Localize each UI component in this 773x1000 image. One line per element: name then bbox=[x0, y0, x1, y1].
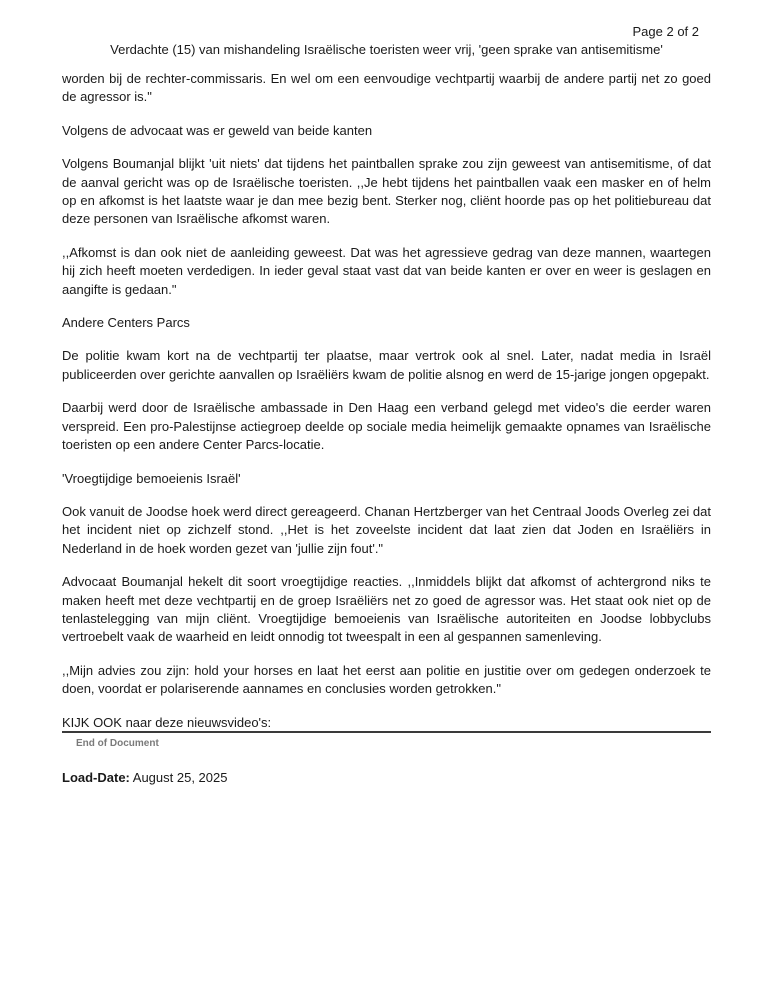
body-paragraph: ,,Mijn advies zou zijn: hold your horses en laat het eerst aan politie en justitie over om gedegen onderzoek te doen, voordat er polariserende aannames en conclusies worden getrokken." bbox=[62, 662, 711, 697]
video-reference-text: KIJK OOK naar deze nieuwsvideo's: bbox=[62, 714, 272, 730]
spacer bbox=[62, 747, 711, 769]
body-paragraph: De politie kwam kort na de vechtpartij ter plaatse, maar vertrok ook al snel. Later, nadat media in Israël publiceerden over gerichte aanvallen op Israëliërs kwam de politie alsnog en werd de 15-jarige jongen opgepakt. bbox=[62, 348, 711, 382]
load-date-label: Load-Date: bbox=[62, 769, 130, 785]
page-number: Page 2 of 2 bbox=[632, 24, 699, 39]
end-divider bbox=[62, 731, 711, 733]
body-paragraph: ,,Afkomst is dan ook niet de aanleiding geweest. Dat was het agressieve gedrag van deze mannen, waartegen hij zich heeft moeten verdedigen. In ieder geval staat vast dat van beide kanten er over en weer is geslagen en aangifte is gedaan." bbox=[62, 244, 711, 297]
body-paragraph: Ook vanuit de Joodse hoek werd direct gereageerd. Chanan Hertzberger van het Centraal Joods Overleg zei dat het incident niet op zichzelf stond. ,,Het is het zoveelste incident dat laat zien dat Joden en Israëliërs in Nederland in de hoek worden gezet van 'jullie zijn fout'." bbox=[62, 503, 711, 556]
document-title: Verdachte (15) van mishandeling Israëlische toeristen weer vrij, 'geen sprake van antisemitisme' bbox=[110, 42, 663, 57]
section-heading: Andere Centers Parcs bbox=[62, 315, 190, 331]
body-paragraph: Volgens Boumanjal blijkt 'uit niets' dat tijdens het paintballen sprake zou zijn geweest van antisemitisme, of dat de aanval gericht was op de Israëlische toeristen. ,,Je hebt tijdens het paintballen vaak een masker en of helm op en afkomst is het laatste waar je dan mee bezig bent. Sterker nog, cliënt hoorde pas op het politiebureau dat deze personen van Israëlische afkomst waren. bbox=[62, 156, 711, 227]
section-heading: 'Vroegtijdige bemoeienis Israël' bbox=[62, 470, 241, 486]
end-of-document-label: End of Document bbox=[76, 738, 159, 749]
load-date bbox=[62, 769, 711, 787]
document-body bbox=[62, 70, 711, 787]
body-paragraph: Advocaat Boumanjal hekelt dit soort vroegtijdige reacties. ,,Inmiddels blijkt dat afkomst of achtergrond niks te maken heeft met deze vechtpartij en de groep Israëliërs net zo goed de agressor was. Het staat ook niet op de tenlastelegging van mijn cliënt. Vroegtijdige bemoeienis van Israëlische autoriteiten en Joodse lobbyclubs vertroebelt vaak de waarheid en leidt onnodig tot tweespalt in een al gespannen samenleving. bbox=[62, 574, 711, 645]
body-paragraph: Daarbij werd door de Israëlische ambassade in Den Haag een verband gelegd met video's die eerder waren verspreid. Een pro-Palestijnse actiegroep deelde op sociale media heimelijk gemaakte opnames van Israëlische toeristen op een andere Center Parcs-locatie. bbox=[62, 400, 711, 453]
section-heading: Volgens de advocaat was er geweld van beide kanten bbox=[62, 122, 373, 138]
load-date-value: August 25, 2025 bbox=[129, 769, 228, 785]
body-paragraph: worden bij de rechter-commissaris. En wel om een eenvoudige vechtpartij waarbij de andere partij net zo goed de agressor is." bbox=[62, 71, 711, 105]
